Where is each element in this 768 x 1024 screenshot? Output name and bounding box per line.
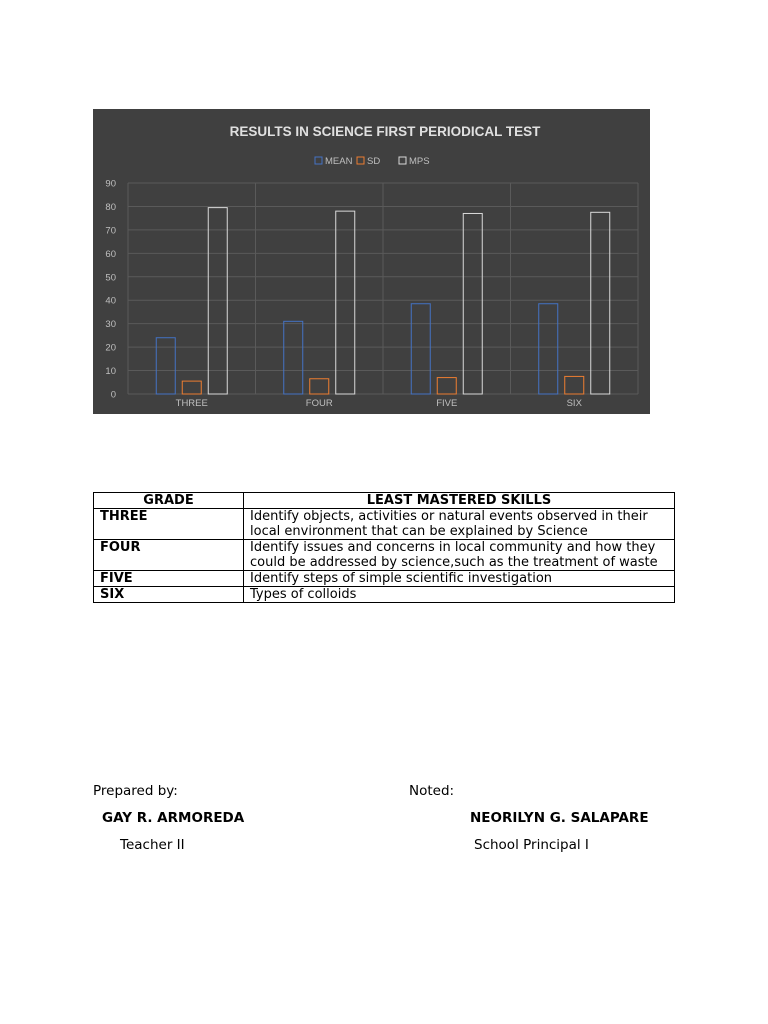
grade-cell: THREE	[94, 509, 244, 540]
y-tick-label: 90	[105, 178, 116, 190]
legend-label-mean: MEAN	[325, 156, 353, 167]
legend-label-sd: SD	[367, 156, 381, 167]
bar-mean-six	[539, 304, 558, 394]
y-tick-label: 50	[105, 272, 116, 284]
skills-column-header: LEAST MASTERED SKILLS	[244, 493, 675, 509]
y-tick-label: 60	[105, 248, 116, 260]
x-tick-label: THREE	[175, 398, 208, 409]
x-tick-label: SIX	[566, 398, 582, 409]
noted-title: School Principal I	[474, 837, 589, 853]
prepared-by-label: Prepared by:	[93, 783, 178, 799]
grade-column-header: GRADE	[94, 493, 244, 509]
skill-cell: Identify steps of simple scientific investigation	[244, 571, 675, 587]
bar-mean-four	[284, 321, 303, 394]
prepared-by-title: Teacher II	[120, 837, 185, 853]
grade-cell: FIVE	[94, 571, 244, 587]
chart-container	[93, 109, 650, 414]
legend-label-mps: MPS	[409, 156, 430, 167]
table-header-row	[94, 493, 675, 509]
bar-mps-five	[463, 213, 482, 394]
y-tick-label: 30	[105, 319, 116, 331]
bar-chart	[93, 109, 650, 414]
bar-mps-six	[591, 212, 610, 394]
noted-label: Noted:	[409, 783, 455, 799]
table-row	[94, 540, 675, 571]
bar-sd-three	[182, 381, 201, 394]
bar-mps-four	[336, 211, 355, 394]
chart-title: RESULTS IN SCIENCE FIRST PERIODICAL TEST	[229, 124, 541, 139]
x-tick-label: FIVE	[436, 398, 458, 409]
prepared-by-name: GAY R. ARMOREDA	[102, 810, 245, 826]
bar-sd-four	[310, 379, 329, 394]
grade-cell: SIX	[94, 587, 244, 603]
least-mastered-skills-table	[93, 492, 675, 603]
table-row	[94, 571, 675, 587]
y-tick-label: 80	[105, 201, 116, 213]
bar-mean-three	[156, 338, 175, 394]
bar-sd-six	[565, 376, 584, 394]
y-tick-label: 0	[110, 389, 116, 401]
legend-swatch-mps	[399, 157, 406, 164]
bar-sd-five	[437, 378, 456, 394]
skill-cell: Identify objects, activities or natural events observed in their local environment that can be explained by Science	[244, 509, 675, 540]
x-tick-label: FOUR	[305, 398, 333, 409]
y-tick-label: 20	[105, 342, 116, 354]
skill-cell: Identify issues and concerns in local community and how they could be addressed by science,such as the treatment of waste	[244, 540, 675, 571]
table-row	[94, 587, 675, 603]
legend-swatch-mean	[315, 157, 322, 164]
bar-mean-five	[411, 304, 430, 394]
y-tick-label: 70	[105, 225, 116, 237]
grade-cell: FOUR	[94, 540, 244, 571]
y-tick-label: 40	[105, 295, 116, 307]
legend-swatch-sd	[357, 157, 364, 164]
y-tick-label: 10	[105, 366, 116, 378]
noted-name: NEORILYN G. SALAPARE	[470, 810, 649, 826]
skill-cell: Types of colloids	[244, 587, 675, 603]
table-row	[94, 509, 675, 540]
bar-mps-three	[208, 208, 227, 394]
